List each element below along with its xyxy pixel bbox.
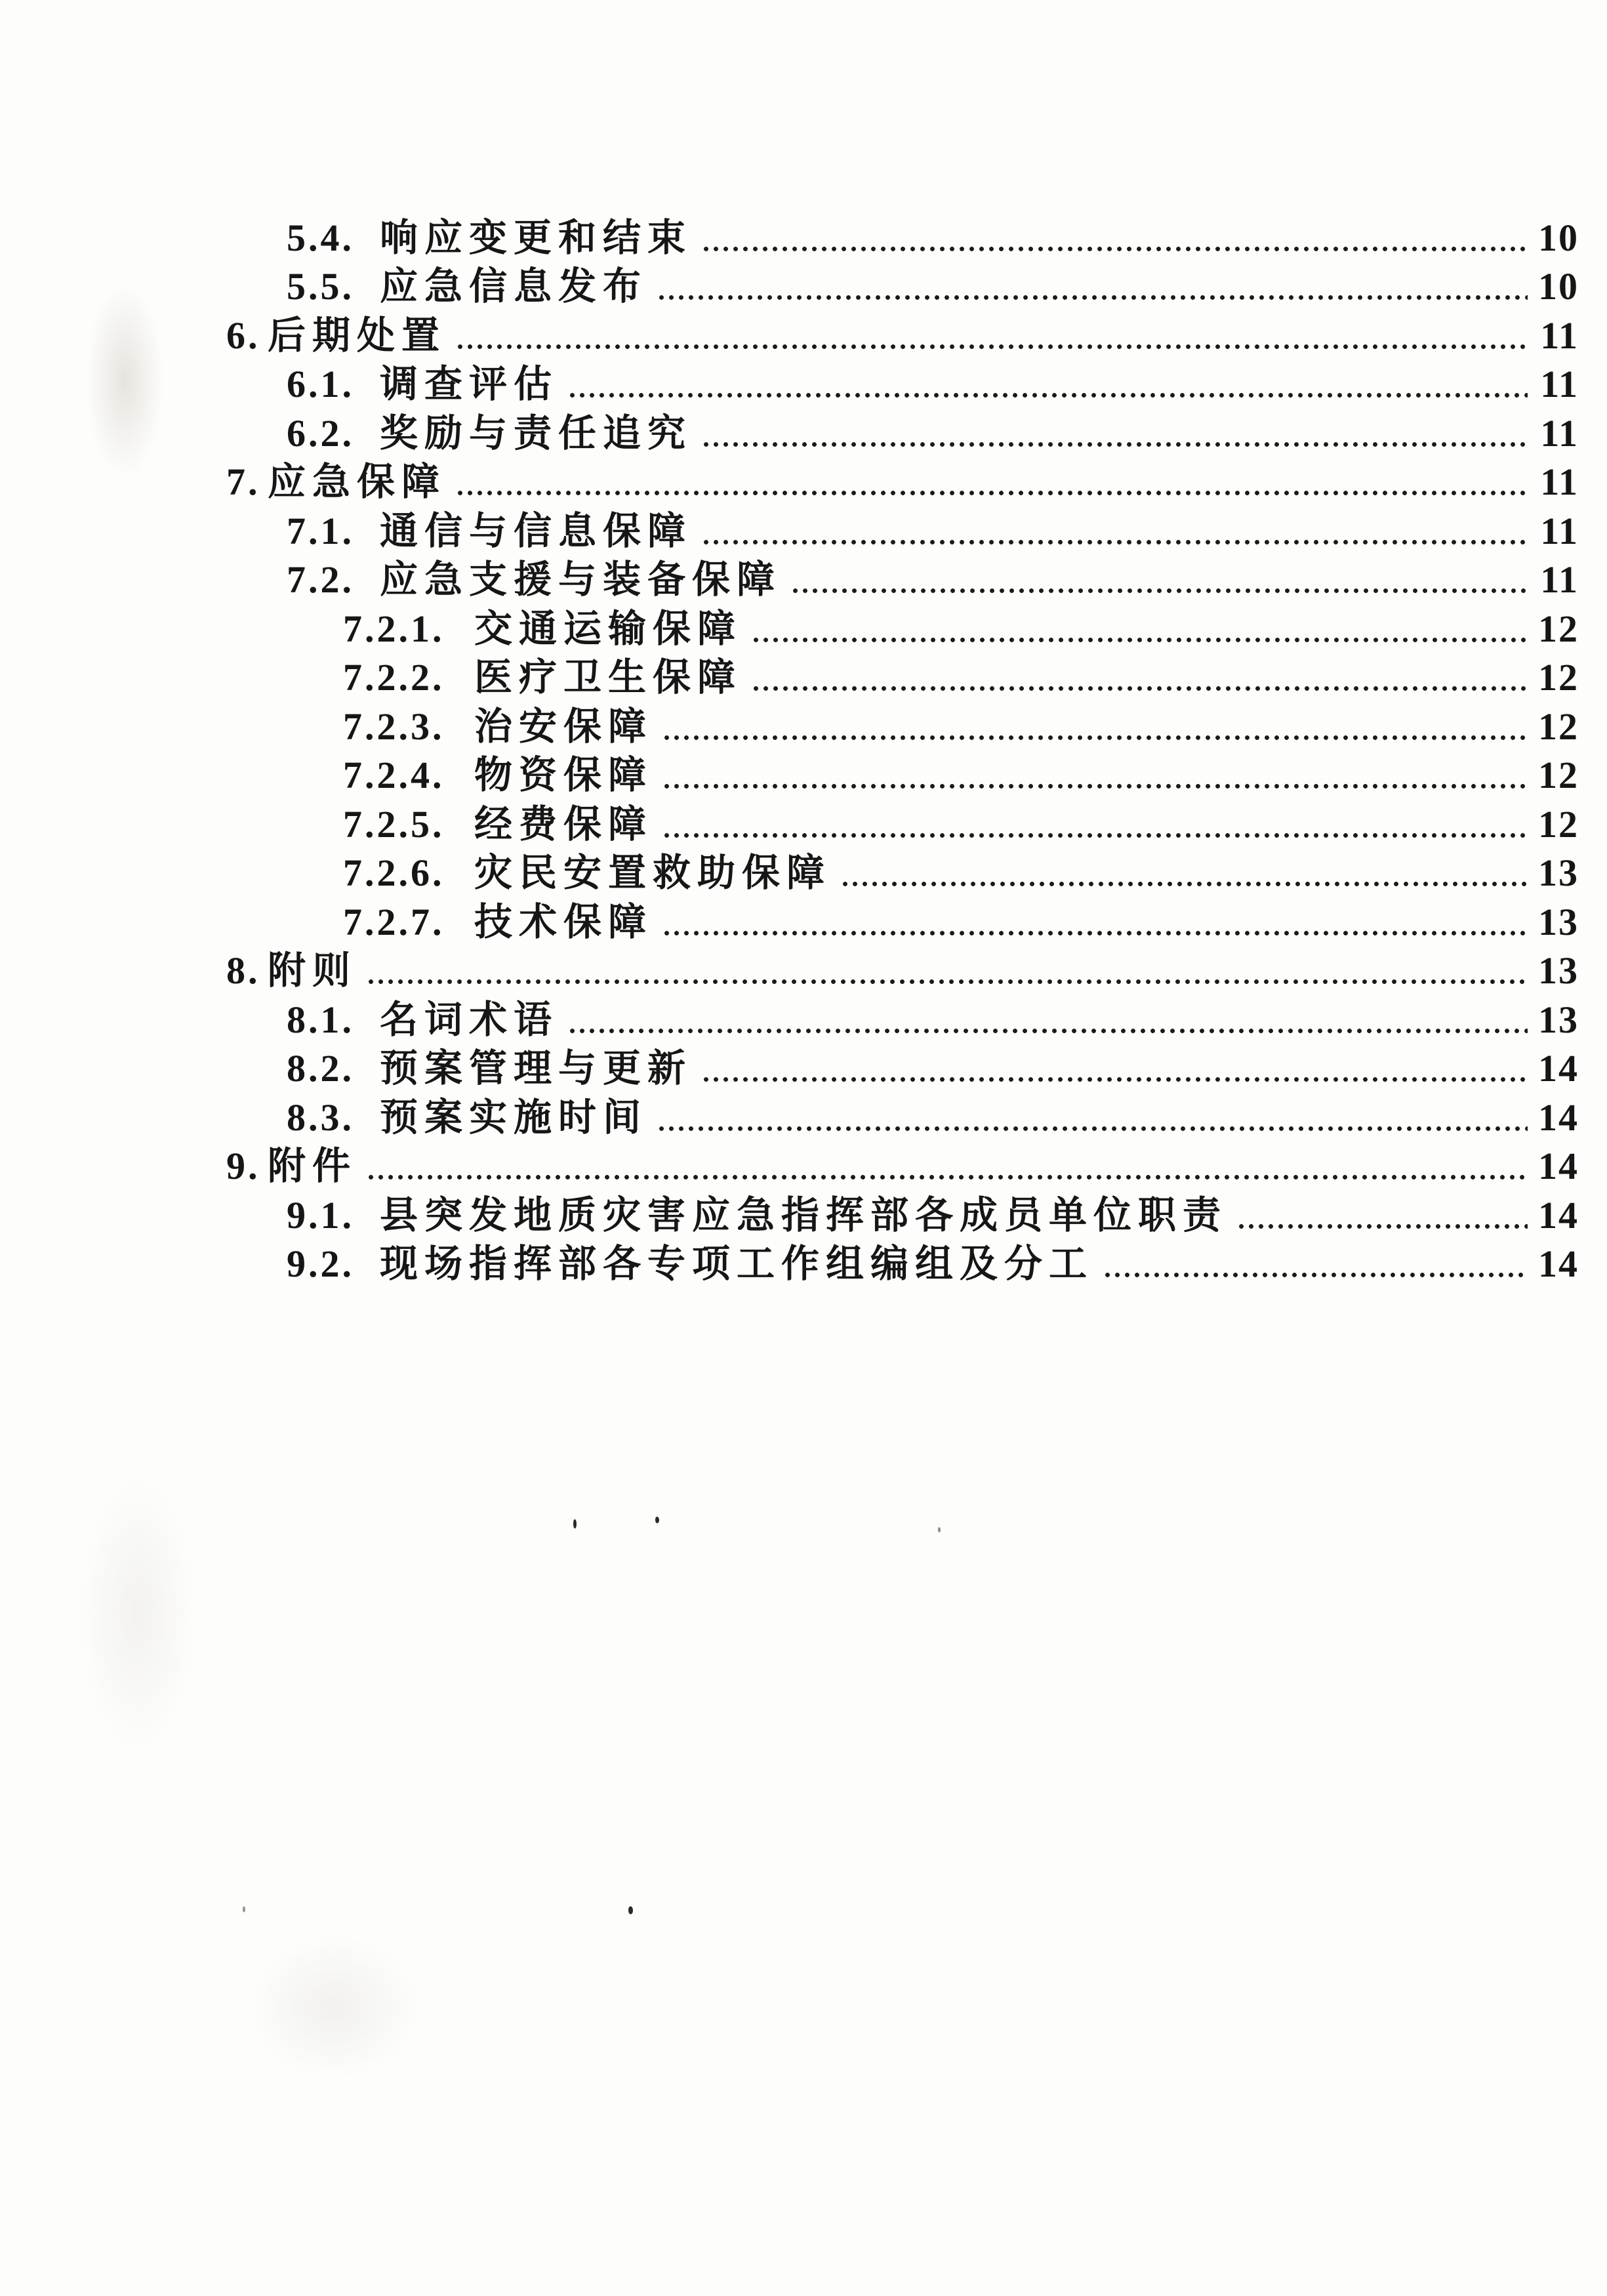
toc-entry-title: 附件	[268, 1145, 357, 1187]
toc-entry-title: 附则	[268, 949, 357, 992]
toc-entry	[0, 1139, 1607, 1189]
toc-entry-number: 8.	[226, 949, 260, 992]
toc-entry-number: 7.2.2.	[343, 656, 445, 699]
toc-entry-title: 预案实施时间	[380, 1096, 648, 1139]
toc-entry	[0, 699, 1607, 748]
toc-entry-page-number: 14	[1538, 1193, 1579, 1237]
toc-entry-title: 响应变更和结束	[380, 216, 693, 259]
toc-entry-title: 应急支援与装备保障	[380, 558, 782, 601]
toc-entry-number: 7.	[226, 461, 260, 503]
toc-entry-page-number: 11	[1540, 363, 1579, 405]
toc-entry-title: 治安保障	[474, 705, 653, 748]
toc-entry-title: 经费保障	[474, 802, 653, 846]
scan-speck	[573, 1519, 577, 1528]
toc-entry-page-number: 14	[1538, 1145, 1579, 1187]
toc-entry-number: 7.2.5.	[343, 802, 445, 846]
toc-entry-page-number: 10	[1538, 216, 1579, 259]
toc-entry	[0, 504, 1607, 553]
toc-entry	[0, 651, 1607, 700]
scan-speck	[628, 1906, 633, 1914]
toc-entry	[0, 895, 1607, 944]
toc-entry-number: 7.2.6.	[343, 851, 445, 894]
dotted-leader	[662, 931, 1528, 935]
dotted-leader	[701, 247, 1528, 251]
toc-entry	[0, 944, 1607, 993]
scan-smudge	[249, 1935, 420, 2080]
toc-entry-title: 灾民安置救助保障	[474, 851, 832, 894]
toc-entry-number: 6.2.	[287, 411, 354, 455]
toc-entry-title: 通信与信息保障	[380, 509, 693, 552]
toc-entry-number: 9.	[226, 1145, 260, 1187]
toc-entry-number: 8.2.	[287, 1047, 354, 1090]
toc-entry-number: 8.3.	[287, 1096, 354, 1139]
toc-entry-page-number: 11	[1540, 461, 1579, 503]
toc-entry	[0, 748, 1607, 798]
toc-entry-page-number: 13	[1538, 851, 1579, 894]
toc-entry	[0, 993, 1607, 1042]
dotted-leader	[657, 1126, 1528, 1131]
dotted-leader	[701, 540, 1528, 544]
dotted-leader	[840, 882, 1528, 886]
toc-entry-page-number: 13	[1538, 949, 1579, 992]
toc-entry-page-number: 13	[1538, 900, 1579, 943]
toc-entry-page-number: 12	[1538, 705, 1579, 748]
dotted-leader	[1236, 1224, 1528, 1229]
toc-entry	[0, 846, 1607, 895]
toc-entry-title: 后期处置	[268, 314, 447, 357]
toc-entry-number: 9.2.	[287, 1242, 354, 1285]
toc-entry-page-number: 14	[1538, 1096, 1579, 1139]
toc-entry-title: 交通运输保障	[474, 607, 742, 650]
dotted-leader	[790, 588, 1528, 593]
toc-entry-page-number: 10	[1538, 265, 1579, 308]
dotted-leader	[567, 1029, 1528, 1033]
toc-entry	[0, 308, 1607, 358]
toc-entry	[0, 1090, 1607, 1139]
dotted-leader	[662, 735, 1528, 740]
toc-entry-title: 现场指挥部各专项工作组编组及分工	[380, 1242, 1094, 1285]
toc-entry-page-number: 11	[1540, 411, 1579, 455]
toc-entry-number: 5.4.	[287, 216, 354, 259]
dotted-leader	[657, 295, 1528, 300]
toc-entry-title: 名词术语	[380, 998, 559, 1041]
toc-entry-number: 7.2.1.	[343, 607, 445, 650]
toc-list	[0, 211, 1607, 1286]
toc-entry-number: 7.2.	[287, 558, 354, 601]
toc-entry	[0, 602, 1607, 651]
toc-entry-number: 6.	[226, 314, 260, 357]
toc-entry-page-number: 13	[1538, 998, 1579, 1041]
toc-entry-page-number: 14	[1538, 1242, 1579, 1285]
toc-entry-page-number: 11	[1540, 314, 1579, 357]
toc-entry	[0, 797, 1607, 846]
toc-entry-title: 县突发地质灾害应急指挥部各成员单位职责	[380, 1193, 1228, 1237]
toc-entry-page-number: 12	[1538, 607, 1579, 650]
toc-entry-number: 5.5.	[287, 265, 354, 308]
toc-entry-title: 调查评估	[380, 363, 559, 405]
dotted-leader	[701, 1077, 1528, 1082]
toc-entry	[0, 553, 1607, 602]
toc-entry-title: 应急保障	[268, 461, 447, 503]
toc-entry-page-number: 12	[1538, 754, 1579, 796]
toc-entry	[0, 1042, 1607, 1091]
toc-entry-page-number: 12	[1538, 656, 1579, 699]
scan-speck	[938, 1527, 941, 1532]
dotted-leader	[662, 784, 1528, 789]
dotted-leader	[455, 491, 1528, 495]
dotted-leader	[701, 442, 1528, 447]
dotted-leader	[751, 686, 1528, 691]
toc-entry-page-number: 12	[1538, 802, 1579, 846]
toc-entry-number: 9.1.	[287, 1193, 354, 1237]
toc-entry	[0, 358, 1607, 407]
scan-speck	[243, 1906, 245, 1912]
toc-entry	[0, 455, 1607, 504]
dotted-leader	[1103, 1273, 1528, 1277]
toc-entry-number: 7.2.7.	[343, 900, 445, 943]
toc-entry-page-number: 11	[1540, 509, 1579, 552]
toc-entry-number: 8.1.	[287, 998, 354, 1041]
dotted-leader	[567, 393, 1528, 398]
toc-entry	[0, 1188, 1607, 1237]
toc-entry-title: 预案管理与更新	[380, 1047, 693, 1090]
dotted-leader	[455, 344, 1528, 349]
toc-entry	[0, 406, 1607, 455]
toc-entry-title: 奖励与责任追究	[380, 411, 693, 455]
toc-entry-page-number: 14	[1538, 1047, 1579, 1090]
scan-speck	[655, 1517, 659, 1523]
toc-entry-title: 技术保障	[474, 900, 653, 943]
dotted-leader	[751, 638, 1528, 642]
toc-entry-number: 6.1.	[287, 363, 354, 405]
toc-entry	[0, 1237, 1607, 1286]
toc-entry	[0, 211, 1607, 260]
toc-entry-number: 7.2.3.	[343, 705, 445, 748]
dotted-leader	[662, 833, 1528, 838]
toc-entry-title: 应急信息发布	[380, 265, 648, 308]
toc-entry-number: 7.2.4.	[343, 754, 445, 796]
dotted-leader	[366, 979, 1528, 984]
scan-smudge	[79, 1476, 197, 1752]
toc-entry	[0, 260, 1607, 309]
toc-entry-title: 物资保障	[474, 754, 653, 796]
toc-entry-number: 7.1.	[287, 509, 354, 552]
toc-entry-page-number: 11	[1540, 558, 1579, 601]
dotted-leader	[366, 1175, 1528, 1179]
toc-entry-title: 医疗卫生保障	[474, 656, 742, 699]
